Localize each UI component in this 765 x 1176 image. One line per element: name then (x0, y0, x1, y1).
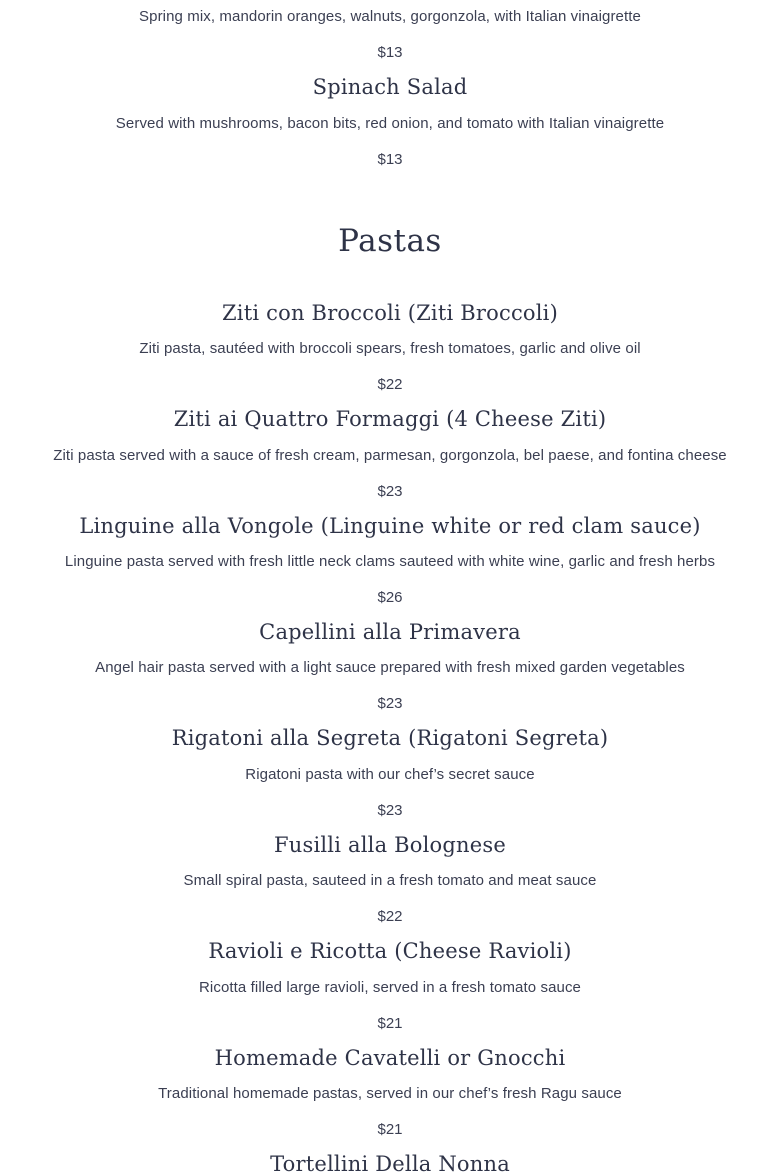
menu-item-description: Small spiral pasta, sauteed in a fresh tomato and meat sauce (183, 872, 597, 889)
menu-item-name: Ziti con Broccoli (Ziti Broccoli) (222, 301, 558, 325)
menu-item-description: Angel hair pasta served with a light sauce prepared with fresh mixed garden vegetables (95, 659, 685, 676)
menu-item-description: Served with mushrooms, bacon bits, red onion, and tomato with Italian vinaigrette (115, 115, 665, 132)
menu-item-description: Rigatoni pasta with our chef’s secret sauce (245, 766, 535, 783)
menu-item-name: Spinach Salad (312, 75, 468, 99)
menu-item-name: Linguine alla Vongole (Linguine white or red clam sauce) (79, 514, 701, 538)
menu-item-name: Rigatoni alla Segreta (Rigatoni Segreta) (171, 726, 609, 750)
menu-item-price: $23 (377, 483, 403, 500)
menu-item-description: Traditional homemade pastas, served in our chef’s fresh Ragu sauce (158, 1085, 622, 1102)
menu-item-description: Ziti pasta served with a sauce of fresh cream, parmesan, gorgonzola, bel paese, and fontina cheese (53, 447, 727, 464)
menu-item-price: $21 (377, 1121, 403, 1138)
menu-item-price: $26 (377, 589, 403, 606)
salad-price: $13 (377, 44, 403, 61)
menu-item-price: $21 (377, 1015, 403, 1032)
menu-item-price: $22 (377, 908, 403, 925)
menu-item-price: $22 (377, 376, 403, 393)
section-title: Pastas (338, 223, 442, 259)
menu-item-price: $13 (377, 151, 403, 168)
menu-item-description: Ziti pasta, sautéed with broccoli spears, fresh tomatoes, garlic and olive oil (139, 340, 641, 357)
menu-item-price: $23 (377, 695, 403, 712)
menu-item-name: Ravioli e Ricotta (Cheese Ravioli) (208, 939, 572, 963)
menu-item-name: Capellini alla Primavera (259, 620, 521, 644)
menu-item-name: Ziti ai Quattro Formaggi (4 Cheese Ziti) (173, 407, 607, 431)
menu-item-name: Fusilli alla Bolognese (274, 833, 506, 857)
menu-item-description: Ricotta filled large ravioli, served in a fresh tomato sauce (198, 979, 581, 996)
salad-description: Spring mix, mandorin oranges, walnuts, gorgonzola, with Italian vinaigrette (139, 8, 641, 25)
menu-item-name: Tortellini Della Nonna (270, 1152, 510, 1176)
menu-item-name: Homemade Cavatelli or Gnocchi (214, 1046, 566, 1070)
menu-item-price: $23 (377, 802, 403, 819)
menu-item-description: Linguine pasta served with fresh little neck clams sauteed with white wine, garlic and fresh herbs (64, 553, 716, 570)
